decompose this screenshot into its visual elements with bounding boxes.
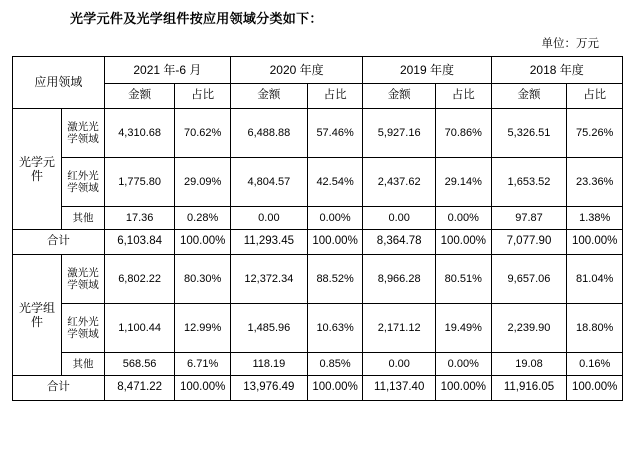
group-label-0: 光学元件 (13, 109, 62, 230)
cell-1-0-2: 12,372.34 (230, 255, 307, 304)
cell-1-2-0: 568.56 (104, 353, 175, 376)
header-amount-0: 金额 (104, 84, 175, 109)
unit-note: 单位：万元 (541, 38, 599, 50)
total-0-6: 7,077.90 (491, 230, 567, 255)
cell-0-1-5: 29.14% (436, 158, 492, 207)
cell-0-1-7: 23.36% (567, 158, 623, 207)
cell-1-0-4: 8,966.28 (363, 255, 436, 304)
cell-1-0-6: 9,657.06 (491, 255, 567, 304)
cell-0-1-4: 2,437.62 (363, 158, 436, 207)
header-ratio-3: 占比 (567, 84, 623, 109)
total-label-1: 合计 (13, 376, 105, 401)
header-amount-3: 金额 (491, 84, 567, 109)
financial-table (12, 56, 623, 401)
total-1-2: 13,976.49 (230, 376, 307, 401)
header-period-2: 2019 年度 (363, 57, 491, 84)
cell-1-1-0: 1,100.44 (104, 304, 175, 353)
cell-0-0-7: 75.26% (567, 109, 623, 158)
subcategory-label-0-1: 红外光学领域 (62, 158, 105, 207)
cell-0-2-5: 0.00% (436, 207, 492, 230)
cell-0-0-0: 4,310.68 (104, 109, 175, 158)
cell-0-2-0: 17.36 (104, 207, 175, 230)
cell-1-1-7: 18.80% (567, 304, 623, 353)
cell-0-1-3: 42.54% (307, 158, 363, 207)
total-0-4: 8,364.78 (363, 230, 436, 255)
cell-1-1-1: 12.99% (175, 304, 231, 353)
cell-1-1-2: 1,485.96 (230, 304, 307, 353)
cell-1-0-7: 81.04% (567, 255, 623, 304)
table-row (13, 158, 623, 207)
total-label-0: 合计 (13, 230, 105, 255)
cell-0-0-1: 70.62% (175, 109, 231, 158)
cell-1-0-1: 80.30% (175, 255, 231, 304)
header-application-field: 应用领域 (13, 57, 105, 109)
cell-0-1-6: 1,653.52 (491, 158, 567, 207)
total-0-5: 100.00% (436, 230, 492, 255)
table-row (13, 353, 623, 376)
cell-0-0-3: 57.46% (307, 109, 363, 158)
cell-1-2-6: 19.08 (491, 353, 567, 376)
cell-0-1-0: 1,775.80 (104, 158, 175, 207)
header-ratio-2: 占比 (436, 84, 492, 109)
header-period-3: 2018 年度 (491, 57, 622, 84)
cell-0-0-6: 5,326.51 (491, 109, 567, 158)
total-1-1: 100.00% (175, 376, 231, 401)
cell-1-0-0: 6,802.22 (104, 255, 175, 304)
total-1-7: 100.00% (567, 376, 623, 401)
header-ratio-1: 占比 (307, 84, 363, 109)
cell-1-2-7: 0.16% (567, 353, 623, 376)
total-0-1: 100.00% (175, 230, 231, 255)
subcategory-label-1-0: 激光光学领域 (62, 255, 105, 304)
table-row (13, 207, 623, 230)
header-amount-2: 金额 (363, 84, 436, 109)
total-1-5: 100.00% (436, 376, 492, 401)
cell-1-0-5: 80.51% (436, 255, 492, 304)
cell-1-2-3: 0.85% (307, 353, 363, 376)
cell-1-1-3: 10.63% (307, 304, 363, 353)
cell-0-2-3: 0.00% (307, 207, 363, 230)
cell-1-2-4: 0.00 (363, 353, 436, 376)
cell-1-2-2: 118.19 (230, 353, 307, 376)
cell-1-2-1: 6.71% (175, 353, 231, 376)
table-header-periods (13, 57, 623, 84)
cell-1-1-6: 2,239.90 (491, 304, 567, 353)
cell-0-0-4: 5,927.16 (363, 109, 436, 158)
total-1-4: 11,137.40 (363, 376, 436, 401)
table-row (13, 255, 623, 304)
table-total-row (13, 376, 623, 401)
table-total-row (13, 230, 623, 255)
total-1-0: 8,471.22 (104, 376, 175, 401)
cell-0-1-2: 4,804.57 (230, 158, 307, 207)
header-period-0: 2021 年-6 月 (104, 57, 230, 84)
subcategory-label-0-2: 其他 (62, 207, 105, 230)
subcategory-label-1-2: 其他 (62, 353, 105, 376)
total-0-3: 100.00% (307, 230, 363, 255)
table-row (13, 109, 623, 158)
total-1-3: 100.00% (307, 376, 363, 401)
header-amount-1: 金额 (230, 84, 307, 109)
cell-1-1-4: 2,171.12 (363, 304, 436, 353)
cell-0-2-1: 0.28% (175, 207, 231, 230)
cell-0-0-2: 6,488.88 (230, 109, 307, 158)
cell-0-2-4: 0.00 (363, 207, 436, 230)
cell-1-1-5: 19.49% (436, 304, 492, 353)
page-title: 光学元件及光学组件按应用领域分类如下： (70, 11, 323, 26)
cell-1-0-3: 88.52% (307, 255, 363, 304)
header-period-1: 2020 年度 (230, 57, 362, 84)
subcategory-label-0-0: 激光光学领域 (62, 109, 105, 158)
subcategory-label-1-1: 红外光学领域 (62, 304, 105, 353)
cell-0-2-7: 1.38% (567, 207, 623, 230)
total-1-6: 11,916.05 (491, 376, 567, 401)
total-0-7: 100.00% (567, 230, 623, 255)
total-0-2: 11,293.45 (230, 230, 307, 255)
table-header-subcolumns (13, 84, 623, 109)
cell-0-2-6: 97.87 (491, 207, 567, 230)
header-ratio-0: 占比 (175, 84, 231, 109)
cell-0-2-2: 0.00 (230, 207, 307, 230)
cell-0-0-5: 70.86% (436, 109, 492, 158)
table-row (13, 304, 623, 353)
total-0-0: 6,103.84 (104, 230, 175, 255)
group-label-1: 光学组件 (13, 255, 62, 376)
cell-0-1-1: 29.09% (175, 158, 231, 207)
cell-1-2-5: 0.00% (436, 353, 492, 376)
table-container (0, 56, 635, 401)
